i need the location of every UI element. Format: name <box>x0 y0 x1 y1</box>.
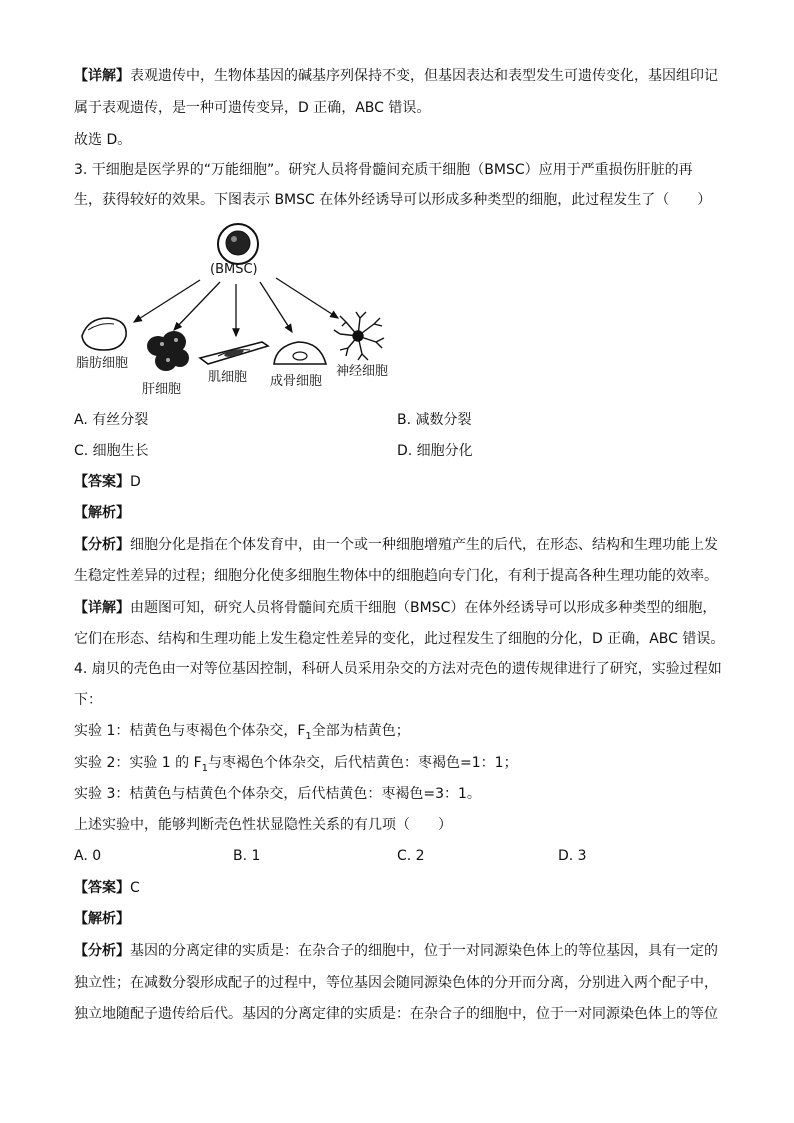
arrow-to-liver-cell <box>174 282 220 330</box>
nerve-cell-icon <box>334 312 384 360</box>
q4-question: 上述实验中，能够判断壳色性状显隐性关系的有几项（ ） <box>74 817 452 833</box>
q4-stem-line-2: 下： <box>74 692 102 708</box>
q4-analysis-line-3: 独立地随配子遗传给后代。基因的分离定律的实质是：在杂合子的细胞中，位于一对同源染色体上的等位 <box>74 1006 718 1022</box>
q2-choose: 故选 D。 <box>74 132 132 148</box>
q3-stem-line-1: 3. 干细胞是医学界的“万能细胞”。研究人员将骨髓间充质干细胞（BMSC）应用于严重损伤肝脏的再 <box>74 162 693 178</box>
q4-answer: 【答案】C <box>74 880 140 896</box>
q3-answer: 【答案】D <box>74 474 141 490</box>
q3-option-c: C. 细胞生长 <box>74 443 149 459</box>
liver-cell-icon <box>147 331 189 371</box>
arrow-to-fat-cell <box>134 280 200 322</box>
bmsc-cell-icon <box>218 224 258 264</box>
q4-option-a: A. 0 <box>74 848 102 864</box>
q4-stem-line-1: 4. 扇贝的壳色由一对等位基因控制，科研人员采用杂交的方法对壳色的遗传规律进行了研究，实验过程如 <box>74 661 722 677</box>
q4-option-c: C. 2 <box>397 848 425 864</box>
q3-analysis-tag: 【解析】 <box>74 505 130 521</box>
q3-stem-line-2: 生，获得较好的效果。下图表示 BMSC 在体外经诱导可以形成多种类型的细胞，此过程发生了（ ） <box>74 192 712 208</box>
q3-analysis-line-2: 生稳定性差异的过程；细胞分化使多细胞生物体中的细胞趋向专门化，有利于提高各种生理功能的效率。 <box>74 568 718 584</box>
muscle-cell-icon <box>200 342 268 364</box>
bmsc-label: (BMSC) <box>210 262 258 277</box>
detail-tag: 【详解】 <box>74 68 130 84</box>
liver-cell-label: 肝细胞 <box>142 382 182 397</box>
q4-option-b: B. 1 <box>233 848 261 864</box>
q4-experiment-2: 实验 2：实验 1 的 $F_1$与枣褐色个体杂交，后代桔黄色：枣褐色=1：1； <box>74 755 518 774</box>
arrow-to-bone-cell <box>260 282 292 332</box>
q3-option-a: A. 有丝分裂 <box>74 412 149 428</box>
q3-analysis-line-1: 【分析】细胞分化是指在个体发育中，由一个或一种细胞增殖产生的后代，在形态、结构和生理功能上发 <box>74 537 718 553</box>
q3-detail-line-2: 它们在形态、结构和生理功能上发生稳定性差异的变化，此过程发生了细胞的分化，D 正确，ABC 错误。 <box>74 631 725 647</box>
q4-experiment-1: 实验 1：桔黄色与枣褐色个体杂交，$F_1$全部为桔黄色； <box>74 723 410 742</box>
muscle-cell-label: 肌细胞 <box>208 370 248 385</box>
q3-option-d: D. 细胞分化 <box>397 443 473 459</box>
q4-option-d: D. 3 <box>558 848 587 864</box>
q3-option-b: B. 减数分裂 <box>397 412 472 428</box>
q2-detail-line-2: 属于表观遗传，是一种可遗传变异，D 正确，ABC 错误。 <box>74 100 431 116</box>
nerve-cell-label: 神经细胞 <box>336 364 389 379</box>
bone-cell-icon <box>274 342 326 364</box>
bone-cell-label: 成骨细胞 <box>270 374 323 389</box>
q2-detail-line-1: 【详解】表观遗传中，生物体基因的碱基序列保持不变，但基因表达和表型发生可遗传变化，基因组印记 <box>74 68 718 84</box>
q4-experiment-3: 实验 3：桔黄色与桔黄色个体杂交，后代桔黄色：枣褐色=3：1。 <box>74 786 481 802</box>
q4-analysis-tag: 【解析】 <box>74 911 130 927</box>
q4-analysis-line-2: 独立性；在减数分裂形成配子的过程中，等位基因会随同源染色体的分开而分离，分别进入两个配子中， <box>74 975 718 991</box>
fat-cell-label: 脂肪细胞 <box>76 356 129 371</box>
fat-cell-icon <box>82 318 126 350</box>
q4-analysis-line-1: 【分析】基因的分离定律的实质是：在杂合子的细胞中，位于一对同源染色体上的等位基因，具有一定的 <box>74 943 718 959</box>
bmsc-differentiation-figure <box>70 218 410 400</box>
arrow-to-nerve-cell <box>276 278 338 318</box>
q3-detail-line-1: 【详解】由题图可知，研究人员将骨髓间充质干细胞（BMSC）在体外经诱导可以形成多种类型的细胞， <box>74 600 717 616</box>
